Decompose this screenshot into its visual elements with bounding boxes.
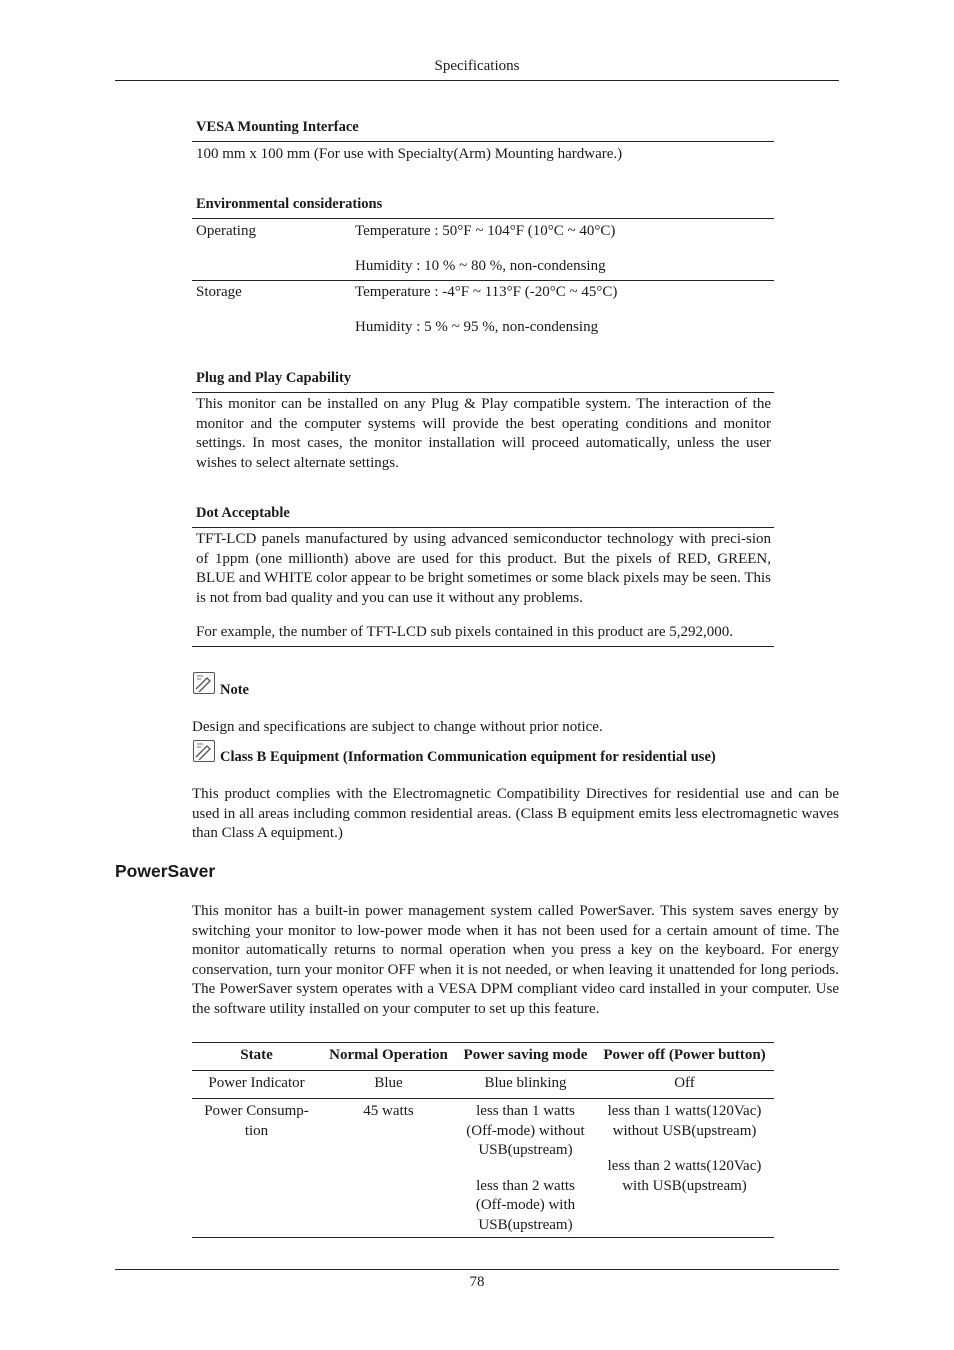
environment-humidity: Humidity : 5 % ~ 95 %, non-condensing: [355, 319, 599, 335]
table-cell: Off: [595, 1070, 774, 1099]
table-header-cell: State: [192, 1043, 321, 1071]
footer-divider: [115, 1269, 839, 1270]
table-cell-text: less than 1 watts(120Vac) without USB(upstream): [607, 1103, 762, 1139]
header-divider: [115, 80, 839, 81]
plug-and-play-text: This monitor can be installed on any Plug & Play compatible system. The interaction of the monitor and the computer systems will provide the best operating conditions and monitor settings. In most cases, the monitor installation will proceed automatically, unless the user wishes to select alternate settings.: [196, 396, 771, 471]
powersaver-text: This monitor has a built-in power management system called PowerSaver. This system saves energy by switching your monitor to low-power mode when it has not been used for a certain amount of time. The monitor automatically returns to normal operation when you press a key on the keyboard. For energy conservation, turn your monitor OFF when it is not needed, or when leaving it unattended for long periods. The PowerSaver system operates with a VESA DPM compliant video card installed in your computer. Use the software utility installed on your computer to set up this feature.: [192, 903, 839, 1017]
powersaver-table: [192, 1042, 774, 1238]
dot-acceptable-divider-bottom: [192, 646, 774, 647]
table-cell: Power Consump-tion: [192, 1099, 321, 1238]
powersaver-heading: PowerSaver: [115, 861, 216, 881]
environment-row-label: Storage: [196, 284, 242, 300]
table-cell: Blue blinking: [456, 1070, 595, 1099]
class-b-label: Class B Equipment (Information Communication equipment for residential use): [220, 749, 716, 765]
table-row: [192, 1070, 774, 1099]
environment-divider-top: [192, 218, 774, 219]
table-cell: Power Indicator: [192, 1070, 321, 1099]
table-cell: [595, 1099, 774, 1238]
table-row: [192, 1099, 774, 1238]
table-header-cell: Power saving mode: [456, 1043, 595, 1071]
dot-acceptable-text: TFT-LCD panels manufactured by using advanced semiconductor technology with preci-sion of 1ppm (one millionth) above are used for this product. But the pixels of RED, GREEN, BLUE and WHITE color appear to be bright sometimes or some black pixels may be seen. This is not from bad quality and you can use it without any problems.: [196, 531, 771, 606]
dot-acceptable-section-title: Dot Acceptable: [196, 505, 290, 521]
table-header-cell: Power off (Power button): [595, 1043, 774, 1071]
table-cell-text: less than 2 watts (Off-mode) with USB(upstream): [475, 1177, 576, 1233]
vesa-text: 100 mm x 100 mm (For use with Specialty(Arm) Mounting hardware.): [196, 146, 623, 162]
table-cell-text: less than 1 watts (Off-mode) without USB(upstream): [466, 1103, 585, 1158]
environment-temperature: Temperature : 50°F ~ 104°F (10°C ~ 40°C): [355, 223, 616, 239]
dot-acceptable-divider-top: [192, 527, 774, 528]
dot-acceptable-example: For example, the number of TFT-LCD sub pixels contained in this product are 5,292,000.: [196, 624, 733, 640]
note-icon: [193, 672, 215, 694]
table-cell: Blue: [321, 1070, 456, 1099]
note-text: Design and specifications are subject to change without prior notice.: [192, 719, 603, 735]
page-header-title: Specifications: [434, 58, 520, 74]
plug-and-play-section-title: Plug and Play Capability: [196, 370, 352, 386]
environment-divider-middle: [192, 280, 774, 281]
environment-humidity: Humidity : 10 % ~ 80 %, non-condensing: [355, 258, 606, 274]
note-label: Note: [220, 682, 249, 698]
vesa-section-title: VESA Mounting Interface: [196, 119, 359, 135]
plug-and-play-divider: [192, 392, 774, 393]
environment-row-label: Operating: [196, 223, 256, 239]
table-cell: [456, 1099, 595, 1238]
table-header-row: [192, 1043, 774, 1071]
environment-temperature: Temperature : -4°F ~ 113°F (-20°C ~ 45°C): [355, 284, 618, 300]
page-number: 78: [469, 1274, 485, 1290]
table-cell: 45 watts: [321, 1099, 456, 1238]
table-header-cell: Normal Operation: [321, 1043, 456, 1071]
note-icon: [193, 740, 215, 762]
environment-section-title: Environmental considerations: [196, 196, 383, 212]
vesa-divider: [192, 141, 774, 142]
class-b-text: This product complies with the Electromagnetic Compatibility Directives for residential use and can be used in all areas including common residential areas. (Class B equipment emits less electromagnetic waves than Class A equipment.): [192, 786, 839, 841]
table-cell-text: less than 2 watts(120Vac) with USB(upstream): [607, 1158, 762, 1194]
